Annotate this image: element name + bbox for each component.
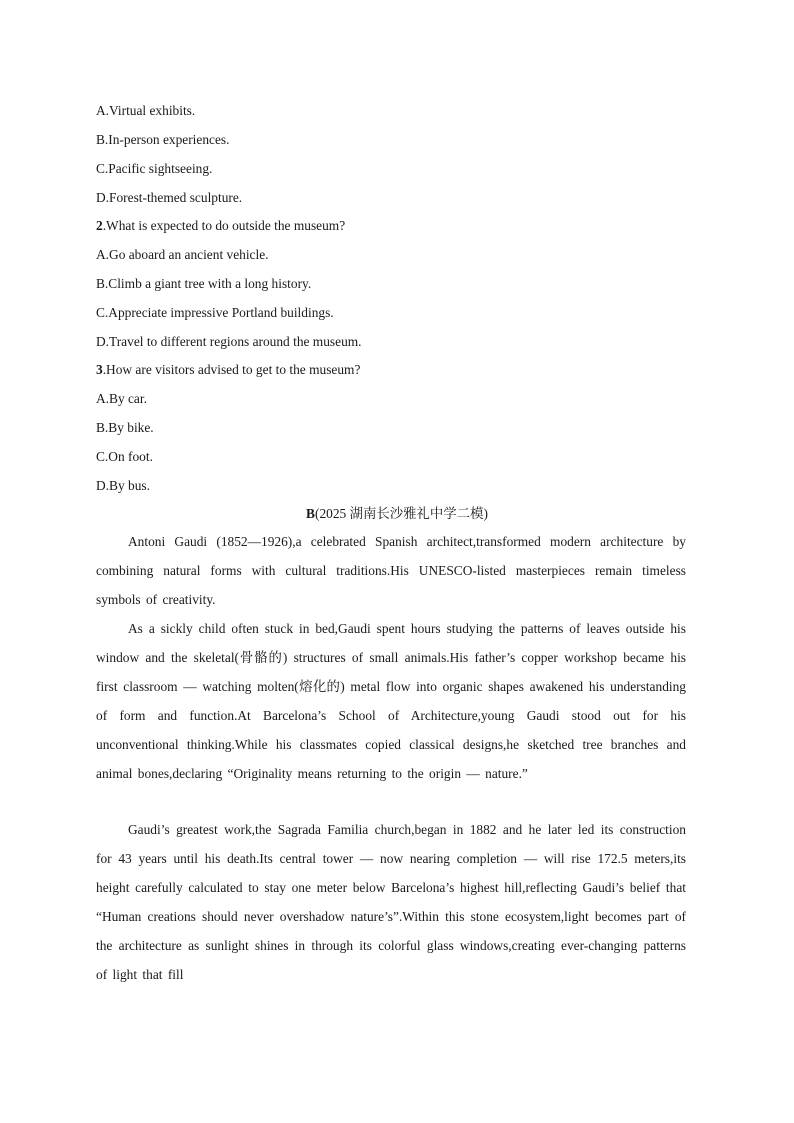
question-3-text: .How are visitors advised to get to the museum?: [102, 362, 361, 377]
section-heading: [0, 506, 794, 522]
section-letter: B: [306, 506, 315, 521]
q1-option-a: A.Virtual exhibits.: [96, 103, 196, 118]
q3-option-d: D.By bus.: [96, 478, 150, 493]
paragraph-1: Antoni Gaudi (1852—1926),a celebrated Spanish architect,transformed modern architecture by combining natural forms with cultural traditions.His UNESCO-listed masterpieces remain timeless symbols of creativity.: [96, 534, 686, 607]
q1-option-d: D.Forest-themed sculpture.: [96, 190, 243, 205]
paragraph-2: As a sickly child often stuck in bed,Gaudi spent hours studying the patterns of leaves outside his window and the skeletal(骨骼的) structures of small animals.His father’s copper workshop became his first classroom — watching molten(熔化的) metal flow into organic shapes awakened his understanding of form and function.At Barcelona’s School of Architecture,young Gaudi stood out for his unconventional thinking.While his classmates copied classical designs,he sketched tree branches and animal bones,declaring “Originality means returning to the origin — nature.”: [96, 621, 686, 781]
paragraph-3: Gaudi’s greatest work,the Sagrada Familia church,began in 1882 and he later led its construction for 43 years until his death.Its central tower — now nearing completion — will rise 172.5 meters,its height carefully calculated to stay one meter below Barcelona’s highest hill,reflecting Gaudi’s belief that “Human creations should never overshadow nature’s”.Within this stone ecosystem,light becomes part of the architecture as sunlight shines in through its colorful glass windows,creating ever-changing patterns of light that fill: [96, 822, 686, 982]
question-2-number: 2: [96, 218, 103, 233]
q2-option-c: C.Appreciate impressive Portland buildings.: [96, 305, 334, 320]
question-3: [96, 362, 360, 378]
q2-option-d: D.Travel to different regions around the museum.: [96, 334, 362, 349]
question-2-text: .What is expected to do outside the museum?: [102, 218, 346, 233]
q1-option-c: C.Pacific sightseeing.: [96, 161, 213, 176]
q2-option-b: B.Climb a giant tree with a long history.: [96, 276, 312, 291]
q3-option-b: B.By bike.: [96, 420, 154, 435]
question-3-number: 3: [96, 362, 103, 377]
q3-option-a: A.By car.: [96, 391, 147, 406]
q1-option-b: B.In-person experiences.: [96, 132, 230, 147]
question-2: [96, 218, 345, 234]
q2-option-a: A.Go aboard an ancient vehicle.: [96, 247, 269, 262]
section-source: (2025 湖南长沙雅礼中学二模): [314, 506, 488, 521]
q3-option-c: C.On foot.: [96, 449, 153, 464]
